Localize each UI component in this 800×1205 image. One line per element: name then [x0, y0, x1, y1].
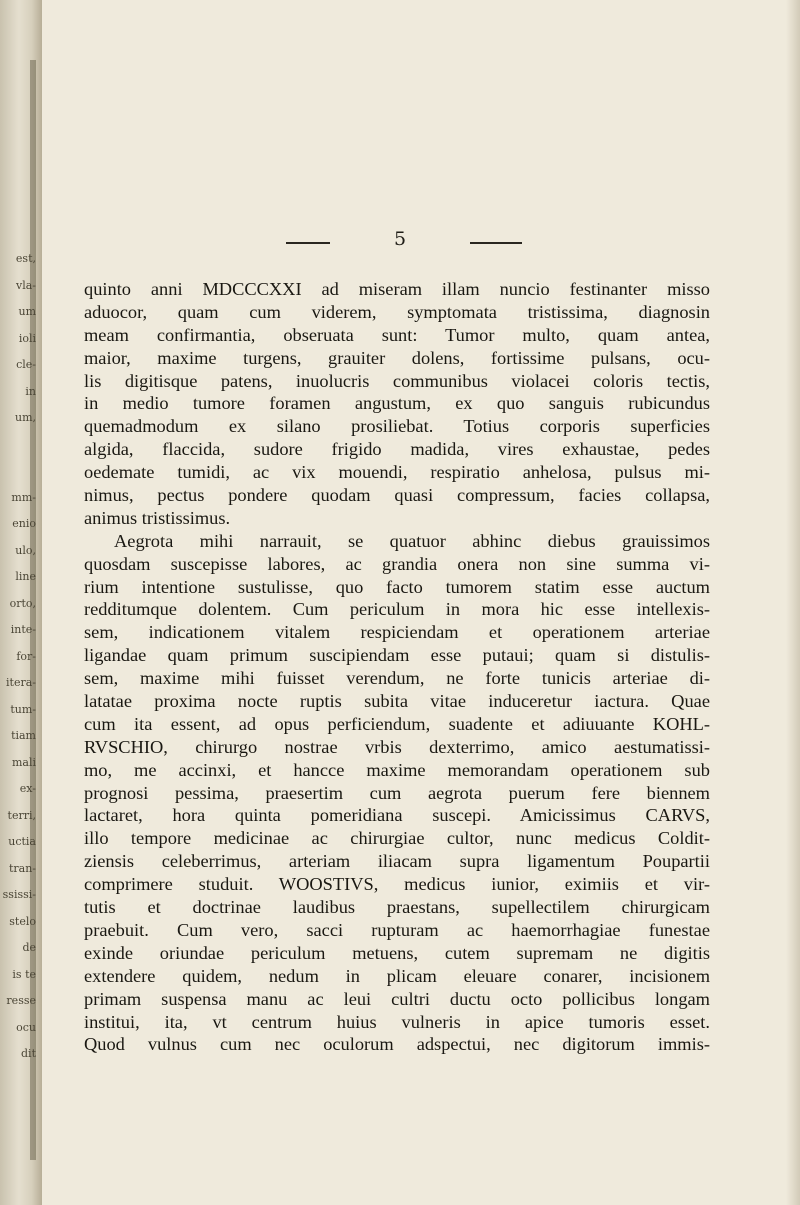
bleed-line: um: [18, 305, 36, 318]
text-line: animus tristissimus.: [84, 507, 231, 528]
text-line: Aegrota mihi narrauit, se quatuor abhinc diebus grauissimos: [114, 530, 710, 551]
text-line: algida, flaccida, sudore frigido madida, vires exhaustae, pedes: [84, 439, 710, 460]
text-line: nimus, pectus pondere quodam quasi compressum, facies collapsa,: [84, 485, 710, 506]
text-line: maior, maxime turgens, grauiter dolens, fortissime pulsans, ocu-: [84, 347, 710, 368]
bleed-line: inte-: [10, 623, 36, 636]
bleed-line: uctia: [8, 835, 36, 848]
text-line: prognosi pessima, praesertim cum aegrota puerum fere biennem: [84, 782, 710, 803]
bleed-line: tran-: [8, 861, 36, 875]
body-text: [84, 278, 710, 1056]
text-line: quemadmodum ex silano prosiliebat. Totius corporis superficies: [84, 416, 710, 437]
bleed-line: orto,: [9, 596, 36, 610]
bleed-line: terri,: [7, 808, 36, 822]
bleed-line: ioli: [18, 331, 36, 345]
header-rule-right: [470, 242, 522, 244]
text-line: in medio tumore foramen angustum, ex quo sanguis rubicundus: [84, 393, 710, 414]
text-line: latatae proxima nocte ruptis subita vitae induceretur iactura. Quae: [84, 691, 710, 712]
bleed-line: [2, 458, 36, 485]
bleed-line: in: [25, 384, 36, 398]
text-line: ligandae quam primum suscipiendam esse putaui; quam si distulis-: [84, 645, 710, 666]
text-line: comprimere studuit. WOOSTIVS, medicus iunior, eximiis et vir-: [84, 874, 710, 895]
text-line: sem, indicationem vitalem respiciendam et operationem arteriae: [84, 622, 710, 643]
page-right-edge: [786, 0, 800, 1205]
bleed-line: ocu: [16, 1020, 36, 1034]
bleed-line: itera-: [6, 676, 36, 689]
text-line: sem, maxime mihi fuisset verendum, ne forte tunicis arteriae di-: [84, 668, 710, 689]
bleed-line: de: [22, 941, 36, 954]
bleed-line: vla-: [15, 278, 36, 292]
text-line: aduocor, quam cum viderem, symptomata tristissima, diagnosin: [84, 301, 710, 322]
text-line: quosdam suscepisse labores, ac grandia onera non sine summa vi-: [84, 553, 710, 574]
text-line: ziensis celeberrimus, arteriam iliacam supra ligamentum Poupartii: [84, 851, 710, 872]
bleed-line: resse: [6, 994, 36, 1007]
text-line: praebuit. Cum vero, sacci rupturam ac haemorrhagiae funestae: [84, 919, 710, 940]
text-line: Quod vulnus cum nec oculorum adspectui, nec digitorum immis-: [84, 1034, 710, 1055]
bleed-line: [2, 432, 36, 459]
bleed-line: cle-: [16, 358, 36, 371]
text-line: illo tempore medicinae ac chirurgiae cultor, nunc medicus Coldit-: [84, 828, 710, 849]
bleed-line: tiam: [11, 729, 36, 742]
bleed-line: tum-: [10, 702, 36, 716]
text-line: institui, ita, vt centrum huius vulneris in apice tumoris esset.: [84, 1011, 710, 1032]
bleed-line: mm-: [11, 490, 36, 504]
text-line: primam suspensa manu ac leui cultri ductu octo pollicibus longam: [84, 988, 710, 1009]
bleed-line: enio: [12, 517, 36, 530]
bleed-line: mali: [11, 755, 36, 769]
text-line: mo, me accinxi, et hancce maxime memorandam operationem sub: [84, 759, 710, 780]
facing-page-bleed: [2, 246, 36, 1060]
text-line: oedemate tumidi, ac vix mouendi, respiratio anhelosa, pulsus mi-: [84, 462, 710, 483]
bleed-line: ulo,: [15, 543, 36, 557]
text-line: quinto anni MDCCCXXI ad miseram illam nuncio festinanter misso: [84, 279, 710, 299]
text-line: meam confirmantia, obseruata sunt: Tumor multo, quam antea,: [84, 324, 710, 345]
text-line: extendere quidem, nedum in plicam eleuare conarer, incisionem: [84, 965, 710, 986]
text-line: exinde oriundae periculum metuens, cutem supremam ne digitis: [84, 942, 710, 963]
bleed-line: est,: [15, 252, 36, 265]
text-line: lis digitisque patens, inuolucris communibus violacei coloris tectis,: [84, 370, 710, 391]
bleed-line: ssissi-: [2, 888, 36, 901]
text-line: lactaret, hora quinta pomeridiana suscepi. Amicissimus CARVS,: [84, 805, 710, 826]
text-line: redditumque dolentem. Cum periculum in mora hic esse intellexis-: [84, 599, 710, 620]
bleed-line: ex-: [19, 782, 36, 795]
bleed-line: is te: [12, 967, 36, 981]
bleed-line: um,: [14, 411, 36, 424]
bleed-line: line: [15, 570, 36, 583]
page-number: 5: [393, 228, 407, 250]
text-line: rium intentione sustulisse, quo facto tumorem statim esse auctum: [84, 576, 710, 597]
bleed-line: stelo: [9, 914, 36, 928]
bleed-line: dit: [21, 1047, 36, 1060]
bleed-line: for-: [16, 649, 36, 663]
text-line: tutis et doctrinae laudibus praestans, supellectilem chirurgicam: [84, 897, 710, 918]
text-line: cum ita essent, ad opus perficiendum, suadente et adiuuante KOHL-: [84, 713, 710, 734]
text-line: RVSCHIO, chirurgo nostrae vrbis dexterrimo, amico aestumatissi-: [84, 736, 710, 757]
